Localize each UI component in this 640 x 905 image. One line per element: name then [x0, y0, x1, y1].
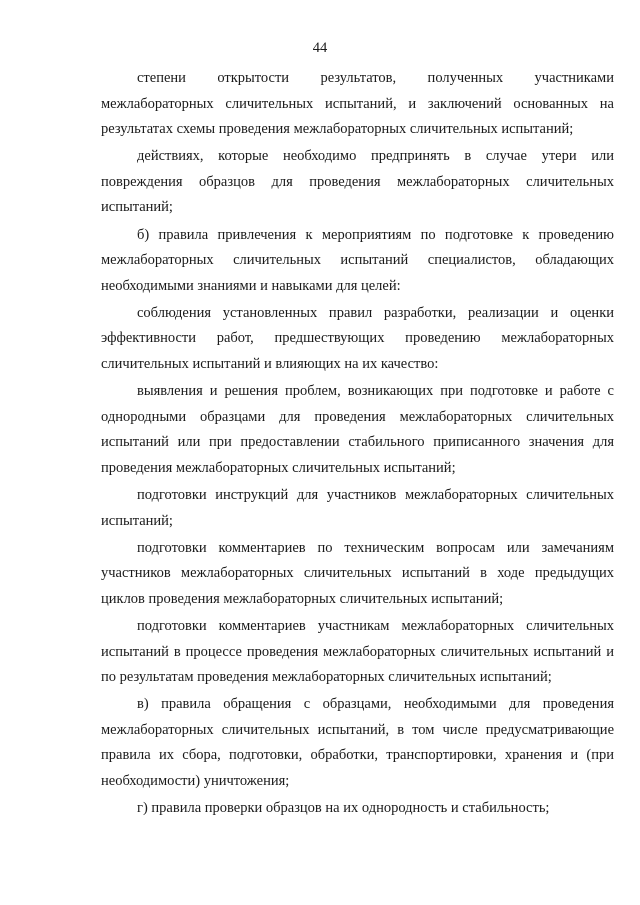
paragraph: подготовки комментариев по техническим вопросам или замечаниям участников межлабораторных сличительных испытаний в ходе предыдущих циклов проведения межлабораторных сличительных испытаний; — [101, 539, 614, 607]
paragraph: б) правила привлечения к мероприятиям по подготовке к проведению межлабораторных сличительных испытаний специалистов, обладающих необходимыми знаниями и навыками для целей: — [101, 226, 614, 294]
paragraph: степени открытости результатов, полученных участниками межлабораторных сличительных испытаний, и заключений основанных на результатах схемы проведения межлабораторных сличительных испытаний; — [101, 70, 614, 138]
paragraph: соблюдения установленных правил разработки, реализации и оценки эффективности работ, предшествующих проведению межлабораторных сличительных испытаний и влияющих на их качество: — [101, 304, 614, 373]
page-number: 44 — [312, 40, 328, 56]
paragraph: г) правила проверки образцов на их однородность и стабильность; — [137, 800, 550, 817]
paragraph: подготовки инструкций для участников межлабораторных сличительных испытаний; — [101, 487, 614, 529]
paragraph: действиях, которые необходимо предпринять в случае утери или повреждения образцов для проведения межлабораторных сличительных испытаний; — [101, 148, 614, 216]
paragraph: в) правила обращения с образцами, необходимыми для проведения межлабораторных сличительных испытаний, в том числе предусматривающие правила их сбора, подготовки, обработки, транспортировки, хранения и (при необходимости) уничтожения; — [101, 696, 614, 790]
paragraph: подготовки комментариев участникам межлабораторных сличительных испытаний в процессе проведения межлабораторных сличительных испытаний и по результатам проведения межлабораторных сличительных испытаний; — [101, 617, 614, 686]
document-body — [101, 66, 614, 823]
paragraph: выявления и решения проблем, возникающих при подготовке и работе с однородными образцами для проведения межлабораторных сличительных испытаний или при предоставлении стабильного приписанного значения для проведения межлабораторных сличительных испытаний; — [101, 383, 614, 476]
